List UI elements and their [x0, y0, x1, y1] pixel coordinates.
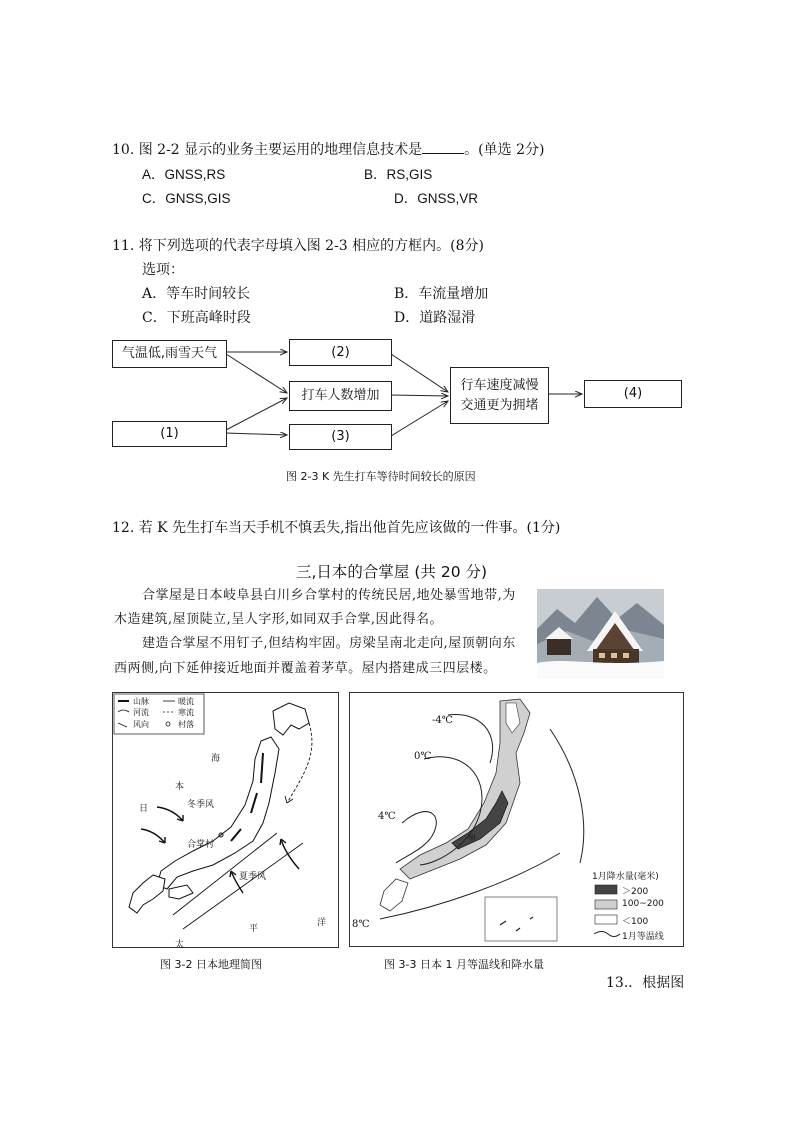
box-2[interactable]: (2) — [289, 339, 392, 366]
map1-drawing — [113, 693, 338, 947]
legend-precip-high: ＞200 — [622, 887, 649, 897]
box-riders: 打车人数增加 — [289, 381, 392, 411]
arrow-riders-to-traffic — [391, 395, 448, 396]
arrow-weather-to-riders — [226, 354, 287, 393]
label-winter-wind: 冬季风 — [187, 800, 215, 810]
legend-precip-title: 1月降水量(毫米) — [592, 872, 659, 882]
flowchart-caption: 图 2-3 K 先生打车等待时间较长的原因 — [286, 470, 476, 483]
section3-para1-line1: 合掌屋是日本岐阜县白川乡合掌村的传统民居,地处暴雪地带,为 — [142, 588, 516, 603]
legend-river: 河流 — [133, 708, 149, 717]
box-traffic — [450, 367, 549, 424]
arrow-3-to-traffic — [391, 401, 448, 436]
section3-para2-line1: 建造合掌屋不用钉子,但结构牢固。房梁呈南北走向,屋顶朝向东 — [142, 636, 516, 651]
label-ri: 日 — [139, 804, 149, 814]
q11-text: 将下列选项的代表字母填入图 2-3 相应的方框内。(8分) — [138, 238, 484, 254]
isotherm-minus4: -4℃ — [432, 715, 453, 726]
legend-precip-mid: 100~200 — [622, 899, 664, 909]
gassho-house-photo — [537, 589, 664, 679]
q11-option-d[interactable]: D．道路湿滑 — [394, 310, 476, 326]
section3-title: 三,日本的合掌屋 (共 20 分) — [296, 563, 488, 581]
legend-cold-current: 寒流 — [178, 708, 194, 717]
q11-option-a[interactable]: A．等车时间较长 — [142, 286, 251, 302]
label-sea: 海 — [211, 754, 221, 764]
label-summer-wind: 夏季风 — [239, 872, 267, 882]
q11-number: 11. — [112, 238, 135, 254]
map2-caption: 图 3-3 日本 1 月等温线和降水量 — [384, 958, 544, 971]
q10-number: 10. — [112, 142, 135, 158]
isotherm-4: 4℃ — [378, 811, 396, 822]
legend-village: 村落 — [178, 720, 194, 729]
box-weather: 气温低,雨雪天气 — [112, 340, 227, 368]
q11-option-c[interactable]: C．下班高峰时段 — [142, 310, 251, 326]
box-1[interactable]: (1) — [112, 421, 227, 447]
section3-para1-line2: 木造建筑,屋顶陡立,呈人字形,如同双手合掌,因此得名。 — [114, 612, 444, 627]
arrow-1-to-3 — [226, 433, 287, 435]
map-japan-geography — [112, 692, 339, 948]
q11-options-label: 选项： — [142, 262, 184, 278]
legend-warm-current: 暖流 — [178, 697, 194, 706]
isotherm-8: 8℃ — [352, 919, 370, 930]
legend-mountain: 山脉 — [133, 697, 149, 706]
q10-option-c[interactable]: C．GNSS,GIS — [142, 191, 231, 206]
q10-text-after: 。(单选 2分) — [464, 142, 545, 158]
isotherm-0: 0℃ — [414, 751, 432, 762]
map-japan-isotherms — [349, 692, 684, 947]
q12-text: 若 K 先生打车当天手机不慎丢失,指出他首先应该做的一件事。(1分) — [138, 520, 561, 536]
box-traffic-line2: 交通更为拥堵 — [460, 397, 539, 413]
q10-text-before: 图 2-2 显示的业务主要运用的地理信息技术是 — [138, 142, 423, 158]
legend-isotherm: 1月等温线 — [622, 932, 664, 942]
box-4[interactable]: (4) — [584, 380, 682, 408]
q11-option-b[interactable]: B．车流量增加 — [394, 286, 489, 302]
legend-wind: 风向 — [133, 720, 149, 729]
label-jia: 甲 — [468, 834, 476, 843]
box-3[interactable]: (3) — [289, 424, 392, 450]
gassho-house-illustration — [537, 589, 664, 679]
arrow-1-to-riders — [226, 398, 287, 430]
label-ben: 本 — [175, 782, 185, 792]
label-yang: 洋 — [317, 918, 327, 928]
label-ping: 平 — [249, 924, 259, 934]
label-village: 合掌村 — [187, 840, 215, 850]
arrow-2-to-traffic — [391, 354, 448, 392]
q10-option-d[interactable]: D．GNSS,VR — [394, 191, 479, 206]
q12-number: 12. — [112, 520, 135, 536]
q10-option-b[interactable]: B．RS,GIS — [364, 167, 433, 182]
q13-stem: 13.．根据图 — [606, 975, 685, 991]
label-tai: 太 — [175, 940, 185, 950]
box-traffic-line1: 行车速度减慢 — [460, 377, 539, 393]
q10-option-a[interactable]: A．GNSS,RS — [142, 167, 226, 182]
q12-stem — [112, 517, 560, 537]
legend-precip-low: ＜100 — [622, 917, 649, 927]
map1-caption: 图 3-2 日本地理简图 — [160, 958, 262, 971]
section3-para2-line2: 西两侧,向下延伸接近地面并覆盖着茅草。屋内搭建成三四层楼。 — [114, 661, 497, 676]
